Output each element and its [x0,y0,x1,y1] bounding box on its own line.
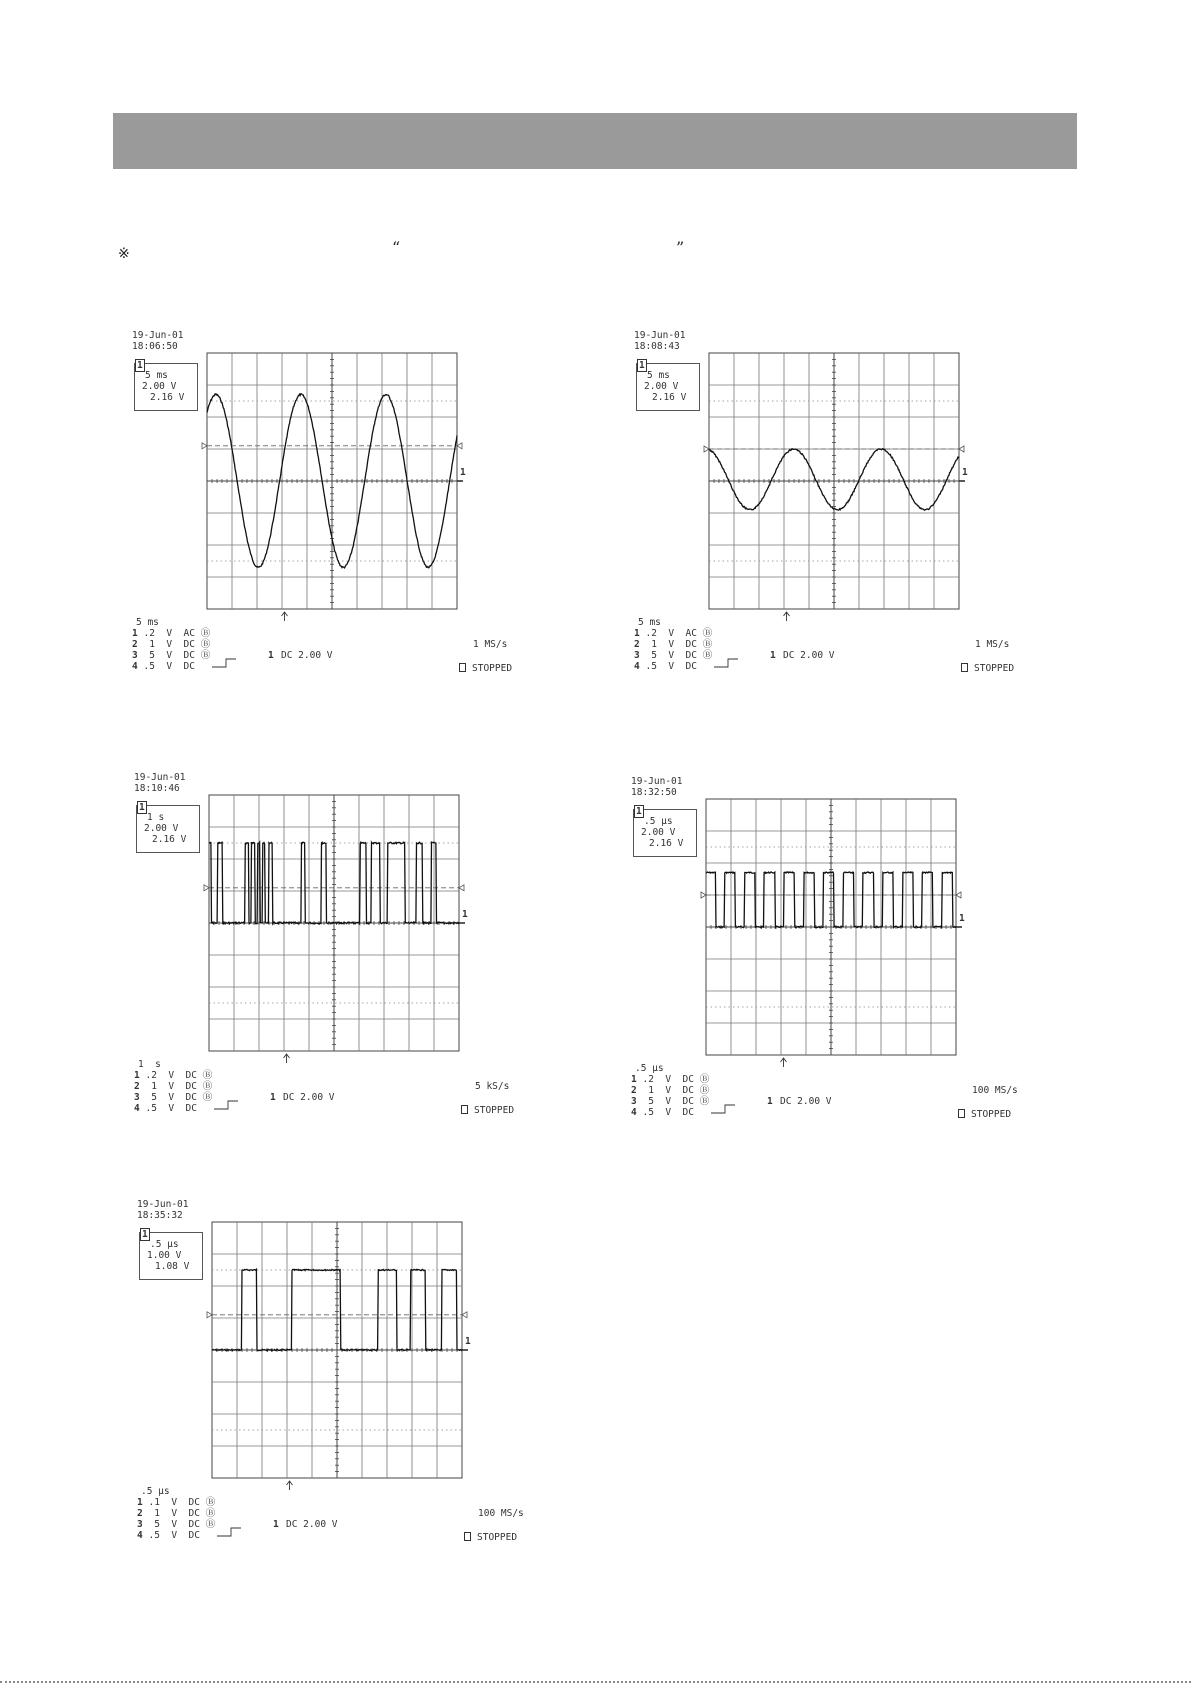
channel-scale: 1 V [145,1081,175,1092]
channel-coupling: DC [685,650,697,661]
box-timebase: 1 s [147,812,165,823]
trigger-readout: DC 2.00 V [286,1519,338,1530]
bandwidth-icon: Ⓑ [200,650,211,661]
channel-coupling: DC [188,1530,200,1541]
channel-coupling: DC [188,1519,200,1530]
channel-number: 1 [132,628,138,639]
bandwidth-icon: Ⓑ [200,639,211,650]
channel-coupling: DC [682,1074,694,1085]
capture-date: 19-Jun-01 [634,330,686,341]
status-indicator-icon [961,663,968,672]
scope-capture [627,773,1047,1133]
box-level: 1.08 V [155,1261,190,1272]
scope-capture [130,769,550,1129]
channel-number: 3 [634,650,640,661]
ground-marker-label: 1 [460,467,466,478]
box-level: 2.16 V [152,834,187,845]
channel-scale: .5 V [642,1107,672,1118]
channel-coupling: AC [183,628,195,639]
box-volts: 1.00 V [147,1250,182,1261]
channel-row [634,628,712,639]
trigger-readout: DC 2.00 V [283,1092,335,1103]
channel-scale: .2 V [145,1070,175,1081]
box-level: 2.16 V [150,392,185,403]
status-indicator-icon [464,1532,471,1541]
channel-number: 3 [132,650,138,661]
channel-number: 4 [132,661,138,672]
channel-coupling: DC [185,1103,197,1114]
ground-marker-label: 1 [465,1336,471,1347]
channel-scale: 1 V [645,639,675,650]
bandwidth-icon: Ⓑ [205,1508,216,1519]
box-level: 2.16 V [652,392,687,403]
sample-rate: 100 MS/s [478,1508,524,1519]
ground-marker-label: 1 [959,913,965,924]
channel-scale: 5 V [645,650,675,661]
channel-scale: .1 V [148,1497,178,1508]
channel-number: 4 [134,1103,140,1114]
channel-row [132,650,210,661]
ground-marker-label: 1 [962,467,968,478]
bandwidth-icon: Ⓑ [205,1519,216,1530]
sample-rate: 1 MS/s [975,639,1010,650]
channel-scale: 5 V [145,1092,175,1103]
channel-scale: .5 V [645,661,675,672]
trigger-channel: 1 [767,1096,773,1107]
box-volts: 2.00 V [142,381,177,392]
channel-scale: 1 V [143,639,173,650]
channel-coupling: AC [685,628,697,639]
capture-time: 18:32:50 [631,787,677,798]
channel-scale: .5 V [143,661,173,672]
timebase-readout: 1 s [138,1059,161,1070]
channel-coupling: DC [183,650,195,661]
channel-scale: .5 V [145,1103,175,1114]
open-quote: “ [392,238,401,257]
channel-row [132,661,201,672]
trigger-channel: 1 [268,650,274,661]
channel-scale: 1 V [642,1085,672,1096]
box-timebase: 5 ms [145,370,168,381]
channel-number: 2 [634,639,640,650]
channel-number: 2 [134,1081,140,1092]
bandwidth-icon: Ⓑ [200,628,211,639]
timebase-readout: 5 ms [638,617,661,628]
status-text: STOPPED [472,663,513,674]
channel-coupling: DC [188,1508,200,1519]
box-volts: 2.00 V [641,827,676,838]
trigger-readout: DC 2.00 V [281,650,333,661]
channel-coupling: DC [682,1096,694,1107]
channel-coupling: DC [682,1107,694,1118]
channel-row [631,1096,709,1107]
timebase-readout: .5 µs [635,1063,664,1074]
channel-coupling: DC [185,1070,197,1081]
trigger-readout: DC 2.00 V [780,1096,832,1107]
scope-capture [133,1196,553,1556]
status-text: STOPPED [971,1109,1012,1120]
box-volts: 2.00 V [644,381,679,392]
channel-number: 1 [134,1070,140,1081]
bandwidth-icon: Ⓑ [202,1070,213,1081]
bandwidth-icon: Ⓑ [699,1096,710,1107]
channel-coupling: DC [188,1497,200,1508]
channel-scale: 5 V [642,1096,672,1107]
bandwidth-icon: Ⓑ [699,1074,710,1085]
channel-scale: 5 V [143,650,173,661]
channel-badge: 1 [636,806,642,817]
box-timebase: 5 ms [647,370,670,381]
channel-row [631,1074,709,1085]
channel-row [631,1085,709,1096]
channel-badge: 1 [137,360,143,371]
box-timebase: .5 µs [644,816,673,827]
channel-badge: 1 [139,802,145,813]
channel-badge: 1 [639,360,645,371]
channel-coupling: DC [185,1092,197,1103]
timebase-readout: 5 ms [136,617,159,628]
status-text: STOPPED [974,663,1015,674]
channel-number: 2 [631,1085,637,1096]
channel-row [134,1081,212,1092]
channel-row [134,1070,212,1081]
channel-number: 2 [137,1508,143,1519]
channel-number: 4 [137,1530,143,1541]
channel-number: 1 [634,628,640,639]
channel-scale: 5 V [148,1519,178,1530]
capture-time: 18:35:32 [137,1210,183,1221]
timebase-readout: .5 µs [141,1486,170,1497]
channel-scale: .2 V [143,628,173,639]
status-indicator-icon [958,1109,965,1118]
acquisition-status [464,1532,517,1543]
channel-row [137,1530,206,1541]
channel-scale: 1 V [148,1508,178,1519]
channel-row [137,1519,215,1530]
box-level: 2.16 V [649,838,684,849]
channel-row [634,639,712,650]
channel-badge: 1 [142,1229,148,1240]
acquisition-status [958,1109,1011,1120]
acquisition-status [961,663,1014,674]
channel-coupling: DC [682,1085,694,1096]
channel-scale: .5 V [148,1530,178,1541]
capture-date: 19-Jun-01 [631,776,683,787]
channel-row [134,1103,203,1114]
bandwidth-icon: Ⓑ [702,650,713,661]
channel-coupling: DC [685,661,697,672]
trigger-channel: 1 [770,650,776,661]
channel-number: 3 [631,1096,637,1107]
channel-row [634,661,703,672]
channel-coupling: DC [185,1081,197,1092]
bandwidth-icon: Ⓑ [202,1092,213,1103]
channel-row [631,1107,700,1118]
sample-rate: 1 MS/s [473,639,508,650]
bandwidth-icon: Ⓑ [699,1085,710,1096]
channel-coupling: DC [183,639,195,650]
scope-capture [630,327,1050,687]
capture-time: 18:08:43 [634,341,680,352]
bandwidth-icon: Ⓑ [702,639,713,650]
channel-number: 3 [137,1519,143,1530]
bandwidth-icon: Ⓑ [202,1081,213,1092]
bandwidth-icon: Ⓑ [205,1497,216,1508]
acquisition-status [461,1105,514,1116]
status-text: STOPPED [477,1532,518,1543]
scope-capture [128,327,548,687]
bottom-rule [0,1681,1191,1683]
channel-row [137,1508,215,1519]
status-indicator-icon [459,663,466,672]
channel-row [134,1092,212,1103]
bandwidth-icon: Ⓑ [702,628,713,639]
acquisition-status [459,663,512,674]
capture-time: 18:06:50 [132,341,178,352]
box-volts: 2.00 V [144,823,179,834]
trigger-readout: DC 2.00 V [783,650,835,661]
trigger-channel: 1 [273,1519,279,1530]
channel-number: 4 [631,1107,637,1118]
channel-coupling: DC [183,661,195,672]
note-mark: ※ [118,246,130,262]
channel-scale: .2 V [642,1074,672,1085]
channel-scale: .2 V [645,628,675,639]
channel-number: 4 [634,661,640,672]
channel-coupling: DC [685,639,697,650]
channel-number: 3 [134,1092,140,1103]
channel-row [634,650,712,661]
channel-row [132,628,210,639]
capture-date: 19-Jun-01 [134,772,186,783]
capture-date: 19-Jun-01 [137,1199,189,1210]
sample-rate: 5 kS/s [475,1081,510,1092]
channel-number: 1 [631,1074,637,1085]
status-indicator-icon [461,1105,468,1114]
channel-number: 1 [137,1497,143,1508]
ground-marker-label: 1 [462,909,468,920]
channel-row [132,639,210,650]
capture-date: 19-Jun-01 [132,330,184,341]
channel-number: 2 [132,639,138,650]
sample-rate: 100 MS/s [972,1085,1018,1096]
capture-time: 18:10:46 [134,783,180,794]
close-quote: ” [676,238,685,257]
channel-row [137,1497,215,1508]
trigger-channel: 1 [270,1092,276,1103]
status-text: STOPPED [474,1105,515,1116]
section-header-bar [113,113,1077,169]
box-timebase: .5 µs [150,1239,179,1250]
